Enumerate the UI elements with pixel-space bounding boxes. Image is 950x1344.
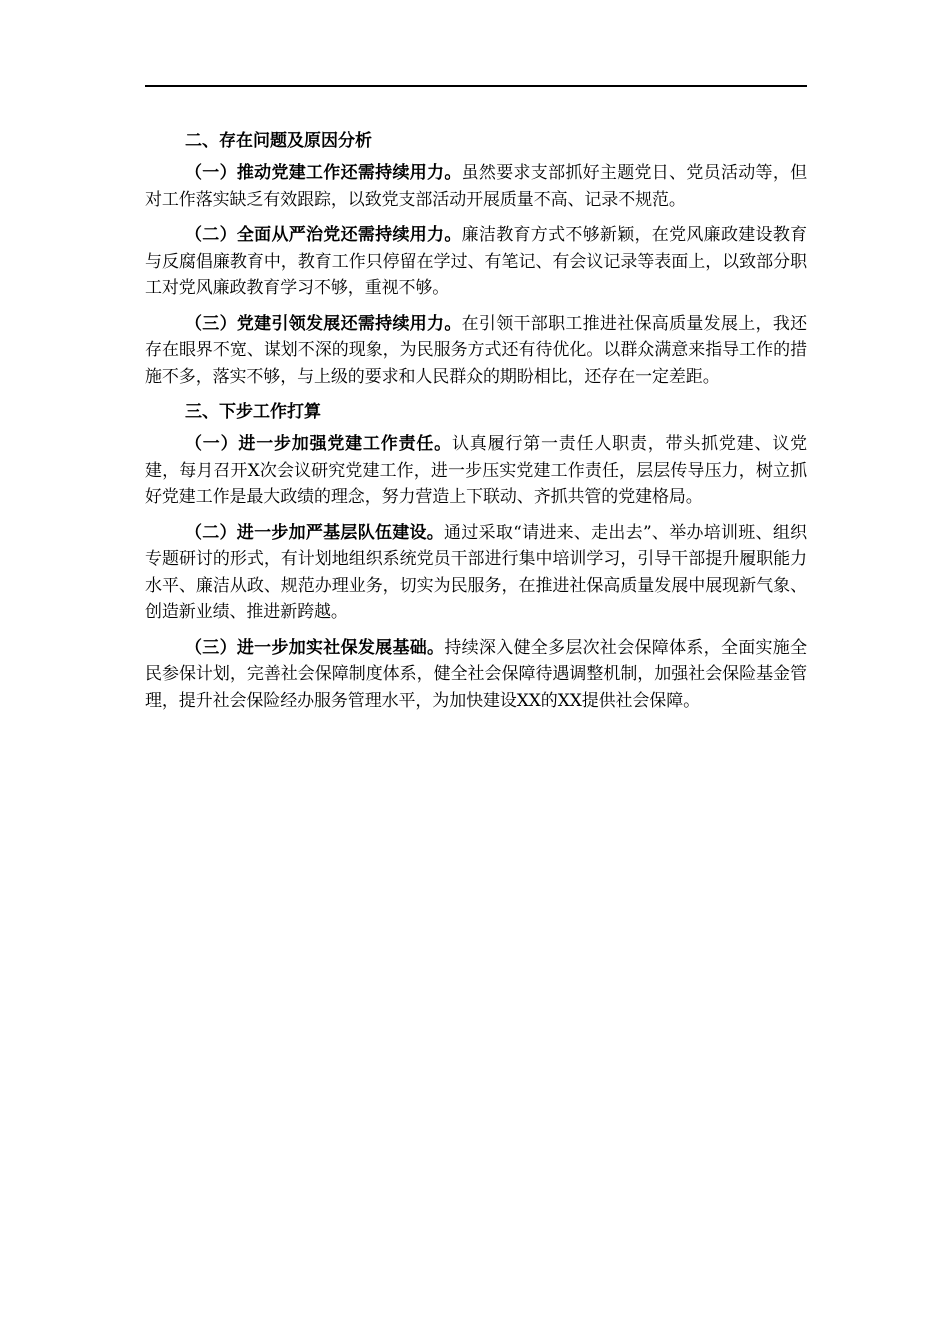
paragraph-lead: （二）进一步加严基层队伍建设。	[185, 522, 445, 543]
paragraph-body: 通过采取“请进来、走出去”、举办培训班、组织专题研讨的形式，有计划地组织系统党员干部进行集中培训学习，引导干部提升履职能力水平、廉洁从政、规范办理业务，切实为民服务，在推进社保高质量发展中展现新气象、创造新业绩、推进新跨越。	[145, 522, 807, 622]
paragraph-body: 持续深入健全多层次社会保障体系，全面实施全民参保计划，完善社会保障制度体系，健全社会保障待遇调整机制，加强社会保险基金管理，提升社会保险经办服务管理水平，为加快建设XX的XX提供社会保障。	[145, 637, 807, 711]
paragraph-lead: （二）全面从严治党还需持续用力。	[185, 225, 462, 245]
paragraph-lead: （三）党建引领发展还需持续用力。	[185, 313, 462, 334]
section-heading-problems: 二、存在问题及原因分析	[185, 131, 372, 151]
paragraph	[145, 520, 807, 626]
paragraph	[145, 635, 807, 715]
paragraph-lead: （一）推动党建工作还需持续用力。	[185, 163, 462, 183]
section-heading-next-steps: 三、下步工作打算	[185, 402, 321, 422]
paragraph-lead: （一）进一步加强党建工作责任。	[185, 434, 452, 454]
paragraph-body: 认真履行第一责任人职责，带头抓党建、议党建，每月召开X次会议研究党建工作，进一步压实党建工作责任，层层传导压力，树立抓好党建工作是最大政绩的理念，努力营造上下联动、齐抓共管的党建格局。	[145, 434, 808, 507]
document-body	[145, 120, 807, 723]
paragraph	[145, 311, 807, 391]
paragraph	[145, 222, 807, 302]
paragraph-body: 廉洁教育方式不够新颖，在党风廉政建设教育与反腐倡廉教育中，教育工作只停留在学过、有笔记、有会议记录等表面上，以致部分职工对党风廉政教育学习不够，重视不够。	[145, 225, 808, 298]
paragraph-body: 在引领干部职工推进社保高质量发展上，我还存在眼界不宽、谋划不深的现象，为民服务方式还有待优化。以群众满意来指导工作的措施不多，落实不够，与上级的要求和人民群众的期盼相比，还存在一定差距。	[145, 313, 808, 387]
paragraph-lead: （三）进一步加实社保发展基础。	[185, 637, 445, 658]
paragraph-body: 虽然要求支部抓好主题党日、党员活动等，但对工作落实缺乏有效跟踪，以致党支部活动开展质量不高、记录不规范。	[145, 163, 808, 210]
paragraph	[145, 431, 807, 511]
header-rule	[145, 85, 807, 87]
paragraph	[145, 160, 807, 213]
